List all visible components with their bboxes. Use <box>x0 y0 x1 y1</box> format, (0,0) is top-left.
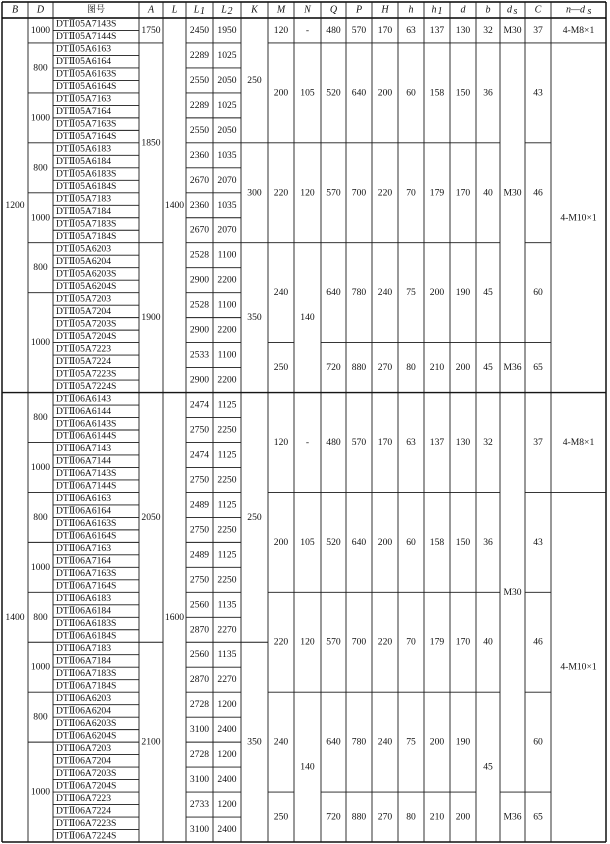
cell-b: 45 <box>483 362 493 374</box>
cell-D: 1000 <box>30 661 51 673</box>
cell-L1: 2750 <box>189 524 210 536</box>
cell-P: 880 <box>351 362 367 374</box>
header-d: d <box>460 4 466 16</box>
cell-Q: 570 <box>326 636 341 648</box>
cell-drawing-no: DTⅡ06A6144 <box>56 405 112 417</box>
cell-D: 1000 <box>30 561 51 573</box>
cell-Q: 570 <box>326 187 341 199</box>
cell-b: 40 <box>483 187 493 199</box>
cell-Q: 640 <box>326 287 341 299</box>
cell-b: 40 <box>483 636 493 648</box>
cell-Q: 520 <box>326 87 341 99</box>
cell-M: 220 <box>273 187 289 199</box>
cell-D: 800 <box>33 511 48 523</box>
cell-d: 170 <box>455 636 471 648</box>
cell-drawing-no: DTⅡ06A6164S <box>56 530 117 542</box>
cell-C: 37 <box>533 24 543 36</box>
cell-L2: 2070 <box>217 224 237 236</box>
cell-h: 80 <box>406 811 416 823</box>
cell-h1: 200 <box>429 287 445 299</box>
cell-Q: 640 <box>326 736 341 748</box>
cell-drawing-no: DTⅡ06A6144S <box>56 430 117 442</box>
header-D: D <box>36 4 45 16</box>
header-L1: L <box>193 4 200 16</box>
cell-L2: 2200 <box>217 374 237 386</box>
cell-L2: 2250 <box>217 574 237 586</box>
cell-C: 65 <box>533 811 543 823</box>
cell-h1: 179 <box>429 187 445 199</box>
cell-L1: 3100 <box>189 774 210 786</box>
cell-B: 1400 <box>5 611 25 623</box>
cell-L1: 2360 <box>189 199 210 211</box>
header-L2-subscript: 2 <box>227 6 233 17</box>
cell-n-ds: 4-M8×1 <box>562 436 595 448</box>
header-h: h <box>408 4 414 16</box>
cell-D: 800 <box>33 711 48 723</box>
cell-L1: 2560 <box>189 649 210 661</box>
cell-H: 240 <box>377 736 393 748</box>
cell-drawing-no: DTⅡ06A7163 <box>56 543 112 555</box>
cell-L1: 2450 <box>189 24 210 36</box>
cell-P: 640 <box>351 536 367 548</box>
cell-A: 1850 <box>141 137 161 149</box>
header-A: A <box>147 4 155 16</box>
cell-L1: 2474 <box>189 399 210 411</box>
header-n-ds: n—d <box>566 4 585 16</box>
cell-L1: 3100 <box>189 824 210 836</box>
cell-d: 150 <box>455 87 471 99</box>
cell-L: 1400 <box>164 199 185 211</box>
cell-L1: 2560 <box>189 599 210 611</box>
cell-H: 220 <box>377 636 393 648</box>
cell-A: 2100 <box>141 736 161 748</box>
cell-drawing-no: DTⅡ06A7143S <box>56 468 117 480</box>
cell-drawing-no: DTⅡ06A7164 <box>56 555 112 567</box>
cell-L1: 2550 <box>189 124 210 136</box>
cell-L2: 1035 <box>217 199 237 211</box>
header-Q: Q <box>329 4 338 16</box>
cell-L1: 2474 <box>189 449 210 461</box>
cell-C: 46 <box>533 636 543 648</box>
cell-N: - <box>305 24 310 36</box>
cell-D: 800 <box>33 611 48 623</box>
cell-b: 45 <box>483 761 493 773</box>
cell-C: 43 <box>533 536 543 548</box>
cell-M: 120 <box>273 24 289 36</box>
cell-L1: 2360 <box>189 149 210 161</box>
cell-C: 43 <box>533 87 543 99</box>
cell-h1: 210 <box>429 811 445 823</box>
cell-N: - <box>305 436 310 448</box>
cell-M: 120 <box>273 436 289 448</box>
cell-D: 1000 <box>30 786 51 798</box>
cell-b: 45 <box>483 287 493 299</box>
cell-drawing-no: DTⅡ05A6183S <box>56 168 117 180</box>
cell-P: 570 <box>351 24 367 36</box>
cell-drawing-no: DTⅡ06A6204 <box>56 705 112 717</box>
cell-C: 60 <box>533 736 543 748</box>
cell-Q: 480 <box>326 24 341 36</box>
cell-h: 70 <box>406 187 416 199</box>
cell-drawing-no: DTⅡ06A7224S <box>56 830 117 842</box>
table-body <box>5 19 596 842</box>
cell-L2: 2250 <box>217 424 237 436</box>
cell-K: 250 <box>247 74 262 86</box>
cell-L1: 2750 <box>189 574 210 586</box>
cell-drawing-no: DTⅡ05A7163 <box>56 93 112 105</box>
cell-drawing-no: DTⅡ05A7164S <box>56 131 117 143</box>
cell-N: 120 <box>300 636 315 648</box>
cell-Q: 720 <box>326 362 341 374</box>
cell-h1: 137 <box>429 24 445 36</box>
cell-N: 105 <box>300 87 315 99</box>
cell-drawing-no: DTⅡ06A6184 <box>56 605 112 617</box>
cell-drawing-no: DTⅡ06A6203 <box>56 692 112 704</box>
cell-b: 36 <box>483 536 493 548</box>
cell-d: 130 <box>455 24 471 36</box>
cell-K: 300 <box>247 187 262 199</box>
cell-d: 190 <box>455 736 471 748</box>
header-N: N <box>304 4 311 16</box>
cell-drawing-no: DTⅡ06A6203S <box>56 717 117 729</box>
cell-H: 220 <box>377 187 393 199</box>
cell-L1: 2900 <box>189 274 210 286</box>
cell-h: 70 <box>406 636 416 648</box>
cell-drawing-no: DTⅡ05A7164 <box>56 106 112 118</box>
cell-L2: 1200 <box>217 699 237 711</box>
cell-P: 700 <box>351 636 367 648</box>
cell-N: 140 <box>300 312 315 324</box>
cell-L2: 2200 <box>217 324 237 336</box>
cell-L1: 2533 <box>189 349 210 361</box>
cell-ds: M30 <box>503 24 522 36</box>
cell-drawing-no: DTⅡ05A7184 <box>56 206 112 218</box>
cell-M: 200 <box>273 87 289 99</box>
cell-K: 250 <box>247 511 262 523</box>
cell-L2: 2270 <box>217 624 237 636</box>
cell-drawing-no: DTⅡ05A6204 <box>56 255 112 267</box>
cell-drawing-no: DTⅡ06A7223S <box>56 817 117 829</box>
cell-drawing-no: DTⅡ05A7223 <box>56 343 112 355</box>
cell-h1: 210 <box>429 362 445 374</box>
cell-L2: 1950 <box>217 24 237 36</box>
cell-C: 37 <box>533 436 543 448</box>
cell-L2: 2270 <box>217 674 237 686</box>
cell-drawing-no: DTⅡ06A7204S <box>56 780 117 792</box>
cell-P: 570 <box>351 436 367 448</box>
cell-K: 350 <box>247 736 262 748</box>
cell-h: 60 <box>406 87 416 99</box>
cell-L2: 2400 <box>217 724 237 736</box>
cell-drawing-no: DTⅡ06A7143 <box>56 443 112 455</box>
cell-P: 780 <box>351 736 367 748</box>
cell-D: 1000 <box>30 112 51 124</box>
cell-d: 200 <box>455 362 471 374</box>
cell-drawing-no: DTⅡ05A6204S <box>56 280 117 292</box>
cell-drawing-no: DTⅡ06A7183S <box>56 667 117 679</box>
cell-P: 700 <box>351 187 367 199</box>
cell-n-ds: 4-M10×1 <box>560 661 597 673</box>
cell-drawing-no: DTⅡ05A6184S <box>56 181 117 193</box>
cell-Q: 720 <box>326 811 341 823</box>
cell-L2: 2200 <box>217 274 237 286</box>
cell-D: 1000 <box>30 337 51 349</box>
cell-drawing-no: DTⅡ06A6183 <box>56 593 112 605</box>
cell-L2: 1100 <box>217 299 237 311</box>
cell-L2: 1125 <box>217 399 237 411</box>
cell-drawing-no: DTⅡ05A7204S <box>56 330 117 342</box>
cell-D: 800 <box>33 262 48 274</box>
cell-ds: M36 <box>503 811 522 823</box>
cell-A: 1900 <box>141 312 161 324</box>
cell-drawing-no: DTⅡ05A7163S <box>56 118 117 130</box>
cell-N: 105 <box>300 536 315 548</box>
cell-drawing-no: DTⅡ05A6184 <box>56 156 112 168</box>
cell-L2: 1035 <box>217 149 237 161</box>
cell-L2: 2250 <box>217 524 237 536</box>
cell-drawing-no: DTⅡ05A6203S <box>56 268 117 280</box>
cell-drawing-no: DTⅡ05A7183 <box>56 193 112 205</box>
cell-drawing-no: DTⅡ05A6203 <box>56 243 112 255</box>
cell-h: 63 <box>406 24 416 36</box>
cell-L1: 2750 <box>189 474 210 486</box>
cell-L2: 1025 <box>217 99 237 111</box>
cell-drawing-no: DTⅡ05A7144S <box>56 31 117 43</box>
cell-C: 46 <box>533 187 543 199</box>
cell-L2: 2070 <box>217 174 237 186</box>
cell-D: 1000 <box>30 461 51 473</box>
cell-A: 2050 <box>141 511 161 523</box>
cell-Q: 520 <box>326 536 341 548</box>
cell-drawing-no: DTⅡ06A7224 <box>56 805 112 817</box>
header-P: P <box>355 4 363 16</box>
cell-H: 240 <box>377 287 393 299</box>
header-L2: L <box>221 4 227 16</box>
cell-H: 170 <box>377 24 393 36</box>
cell-d: 150 <box>455 536 471 548</box>
cell-H: 200 <box>377 536 393 548</box>
cell-D: 1000 <box>30 24 51 36</box>
cell-n-ds: 4-M10×1 <box>560 212 597 224</box>
header-drawing-no: 图号 <box>86 5 106 15</box>
cell-L1: 2489 <box>189 549 210 561</box>
cell-L1: 3100 <box>189 724 210 736</box>
header-B: B <box>11 4 19 16</box>
header-n-ds-subscript: s <box>587 6 592 17</box>
cell-L2: 2250 <box>217 474 237 486</box>
cell-P: 780 <box>351 287 367 299</box>
cell-H: 270 <box>377 811 393 823</box>
cell-drawing-no: DTⅡ06A7144S <box>56 480 117 492</box>
cell-L1: 2528 <box>189 299 210 311</box>
cell-drawing-no: DTⅡ05A7224 <box>56 355 112 367</box>
cell-drawing-no: DTⅡ05A7184S <box>56 230 117 242</box>
cell-drawing-no: DTⅡ06A6143 <box>56 393 112 405</box>
cell-b: 32 <box>483 24 493 36</box>
cell-L1: 2900 <box>189 374 210 386</box>
cell-L1: 2750 <box>189 424 210 436</box>
cell-L2: 1135 <box>217 599 237 611</box>
cell-drawing-no: DTⅡ06A6183S <box>56 618 117 630</box>
cell-drawing-no: DTⅡ05A7203 <box>56 293 112 305</box>
cell-L2: 2050 <box>217 124 237 136</box>
cell-H: 270 <box>377 362 393 374</box>
cell-drawing-no: DTⅡ06A7164S <box>56 580 117 592</box>
header-K: K <box>251 4 258 16</box>
cell-L1: 2550 <box>189 74 210 86</box>
cell-H: 200 <box>377 87 393 99</box>
cell-drawing-no: DTⅡ06A7203 <box>56 742 112 754</box>
cell-Q: 480 <box>326 436 341 448</box>
header-L: L <box>171 4 178 16</box>
cell-L1: 2670 <box>189 174 210 186</box>
cell-H: 170 <box>377 436 393 448</box>
cell-M: 240 <box>273 736 289 748</box>
cell-drawing-no: DTⅡ05A6183 <box>56 143 112 155</box>
cell-L2: 1200 <box>217 799 237 811</box>
cell-D: 800 <box>33 62 48 74</box>
cell-L1: 2870 <box>189 674 210 686</box>
cell-N: 120 <box>300 187 315 199</box>
cell-h1: 158 <box>429 536 445 548</box>
cell-L1: 2900 <box>189 324 210 336</box>
cell-L2: 2400 <box>217 774 237 786</box>
cell-drawing-no: DTⅡ05A7203S <box>56 318 117 330</box>
cell-h: 80 <box>406 362 416 374</box>
cell-L2: 2050 <box>217 74 237 86</box>
cell-L1: 2728 <box>189 699 210 711</box>
cell-drawing-no: DTⅡ06A7144 <box>56 455 112 467</box>
header-H: H <box>381 4 389 16</box>
cell-drawing-no: DTⅡ06A7184S <box>56 680 117 692</box>
cell-M: 250 <box>273 362 289 374</box>
cell-L1: 2870 <box>189 624 210 636</box>
cell-n-ds: 4-M8×1 <box>562 24 595 36</box>
cell-drawing-no: DTⅡ05A6163 <box>56 43 112 55</box>
cell-L1: 2489 <box>189 499 210 511</box>
cell-drawing-no: DTⅡ06A7203S <box>56 767 117 779</box>
cell-d: 190 <box>455 287 471 299</box>
cell-L2: 1100 <box>217 249 237 261</box>
cell-drawing-no: DTⅡ06A6184S <box>56 630 117 642</box>
cell-M: 200 <box>273 536 289 548</box>
cell-drawing-no: DTⅡ05A6164 <box>56 56 112 68</box>
cell-ds: M36 <box>503 362 522 374</box>
cell-drawing-no: DTⅡ06A6163S <box>56 518 117 530</box>
cell-D: 1000 <box>30 212 51 224</box>
cell-h: 63 <box>406 436 416 448</box>
cell-B: 1200 <box>5 199 25 211</box>
cell-h1: 200 <box>429 736 445 748</box>
cell-h1: 137 <box>429 436 445 448</box>
cell-L1: 2733 <box>189 799 210 811</box>
cell-drawing-no: DTⅡ05A7223S <box>56 368 117 380</box>
cell-ds: M30 <box>503 586 522 598</box>
header-h1: h <box>431 4 437 16</box>
cell-h1: 158 <box>429 87 445 99</box>
cell-L2: 1135 <box>217 649 237 661</box>
cell-M: 220 <box>273 636 289 648</box>
header-ds: d <box>507 4 512 16</box>
cell-M: 250 <box>273 811 289 823</box>
cell-K: 350 <box>247 312 262 324</box>
cell-L: 1600 <box>164 611 185 623</box>
header-ds-subscript: s <box>513 6 518 17</box>
cell-drawing-no: DTⅡ05A7183S <box>56 218 117 230</box>
cell-d: 130 <box>455 436 471 448</box>
cell-h: 75 <box>406 287 416 299</box>
cell-drawing-no: DTⅡ06A7223 <box>56 792 112 804</box>
table-header <box>12 4 592 17</box>
cell-L2: 2400 <box>217 824 237 836</box>
cell-M: 240 <box>273 287 289 299</box>
cell-h1: 179 <box>429 636 445 648</box>
cell-drawing-no: DTⅡ05A7143S <box>56 18 117 30</box>
cell-d: 200 <box>455 811 471 823</box>
cell-ds: M30 <box>503 187 522 199</box>
header-h1-subscript: 1 <box>437 6 443 17</box>
cell-L1: 2528 <box>189 249 210 261</box>
cell-P: 880 <box>351 811 367 823</box>
cell-drawing-no: DTⅡ05A7224S <box>56 380 117 392</box>
cell-P: 640 <box>351 87 367 99</box>
cell-N: 140 <box>300 761 315 773</box>
cell-D: 800 <box>33 162 48 174</box>
cell-b: 32 <box>483 436 493 448</box>
cell-L2: 1100 <box>217 349 237 361</box>
cell-L2: 1025 <box>217 49 237 61</box>
header-b: b <box>485 4 491 16</box>
header-M: M <box>276 4 286 16</box>
cell-C: 60 <box>533 287 543 299</box>
cell-drawing-no: DTⅡ06A7163S <box>56 568 117 580</box>
header-L1-subscript: 1 <box>200 6 205 17</box>
cell-b: 36 <box>483 87 493 99</box>
cell-L2: 1125 <box>217 549 237 561</box>
cell-h: 60 <box>406 536 416 548</box>
cell-L2: 1200 <box>217 749 237 761</box>
cell-drawing-no: DTⅡ06A6163 <box>56 493 112 505</box>
cell-drawing-no: DTⅡ06A6143S <box>56 418 117 430</box>
cell-d: 170 <box>455 187 471 199</box>
header-C: C <box>534 4 542 16</box>
cell-D: 800 <box>33 412 48 424</box>
cell-C: 65 <box>533 362 543 374</box>
cell-drawing-no: DTⅡ05A6164S <box>56 81 117 93</box>
cell-L2: 1125 <box>217 499 237 511</box>
cell-drawing-no: DTⅡ06A6164 <box>56 505 112 517</box>
cell-L1: 2670 <box>189 224 210 236</box>
cell-A: 1750 <box>141 24 161 36</box>
cell-L1: 2728 <box>189 749 210 761</box>
cell-drawing-no: DTⅡ06A7184 <box>56 655 112 667</box>
cell-L1: 2289 <box>189 99 210 111</box>
cell-h: 75 <box>406 736 416 748</box>
cell-drawing-no: DTⅡ06A7183 <box>56 642 112 654</box>
cell-drawing-no: DTⅡ05A7204 <box>56 305 112 317</box>
cell-drawing-no: DTⅡ06A7204 <box>56 755 112 767</box>
cell-L1: 2289 <box>189 49 210 61</box>
cell-L2: 1125 <box>217 449 237 461</box>
cell-drawing-no: DTⅡ05A6163S <box>56 68 117 80</box>
cell-drawing-no: DTⅡ06A6204S <box>56 730 117 742</box>
